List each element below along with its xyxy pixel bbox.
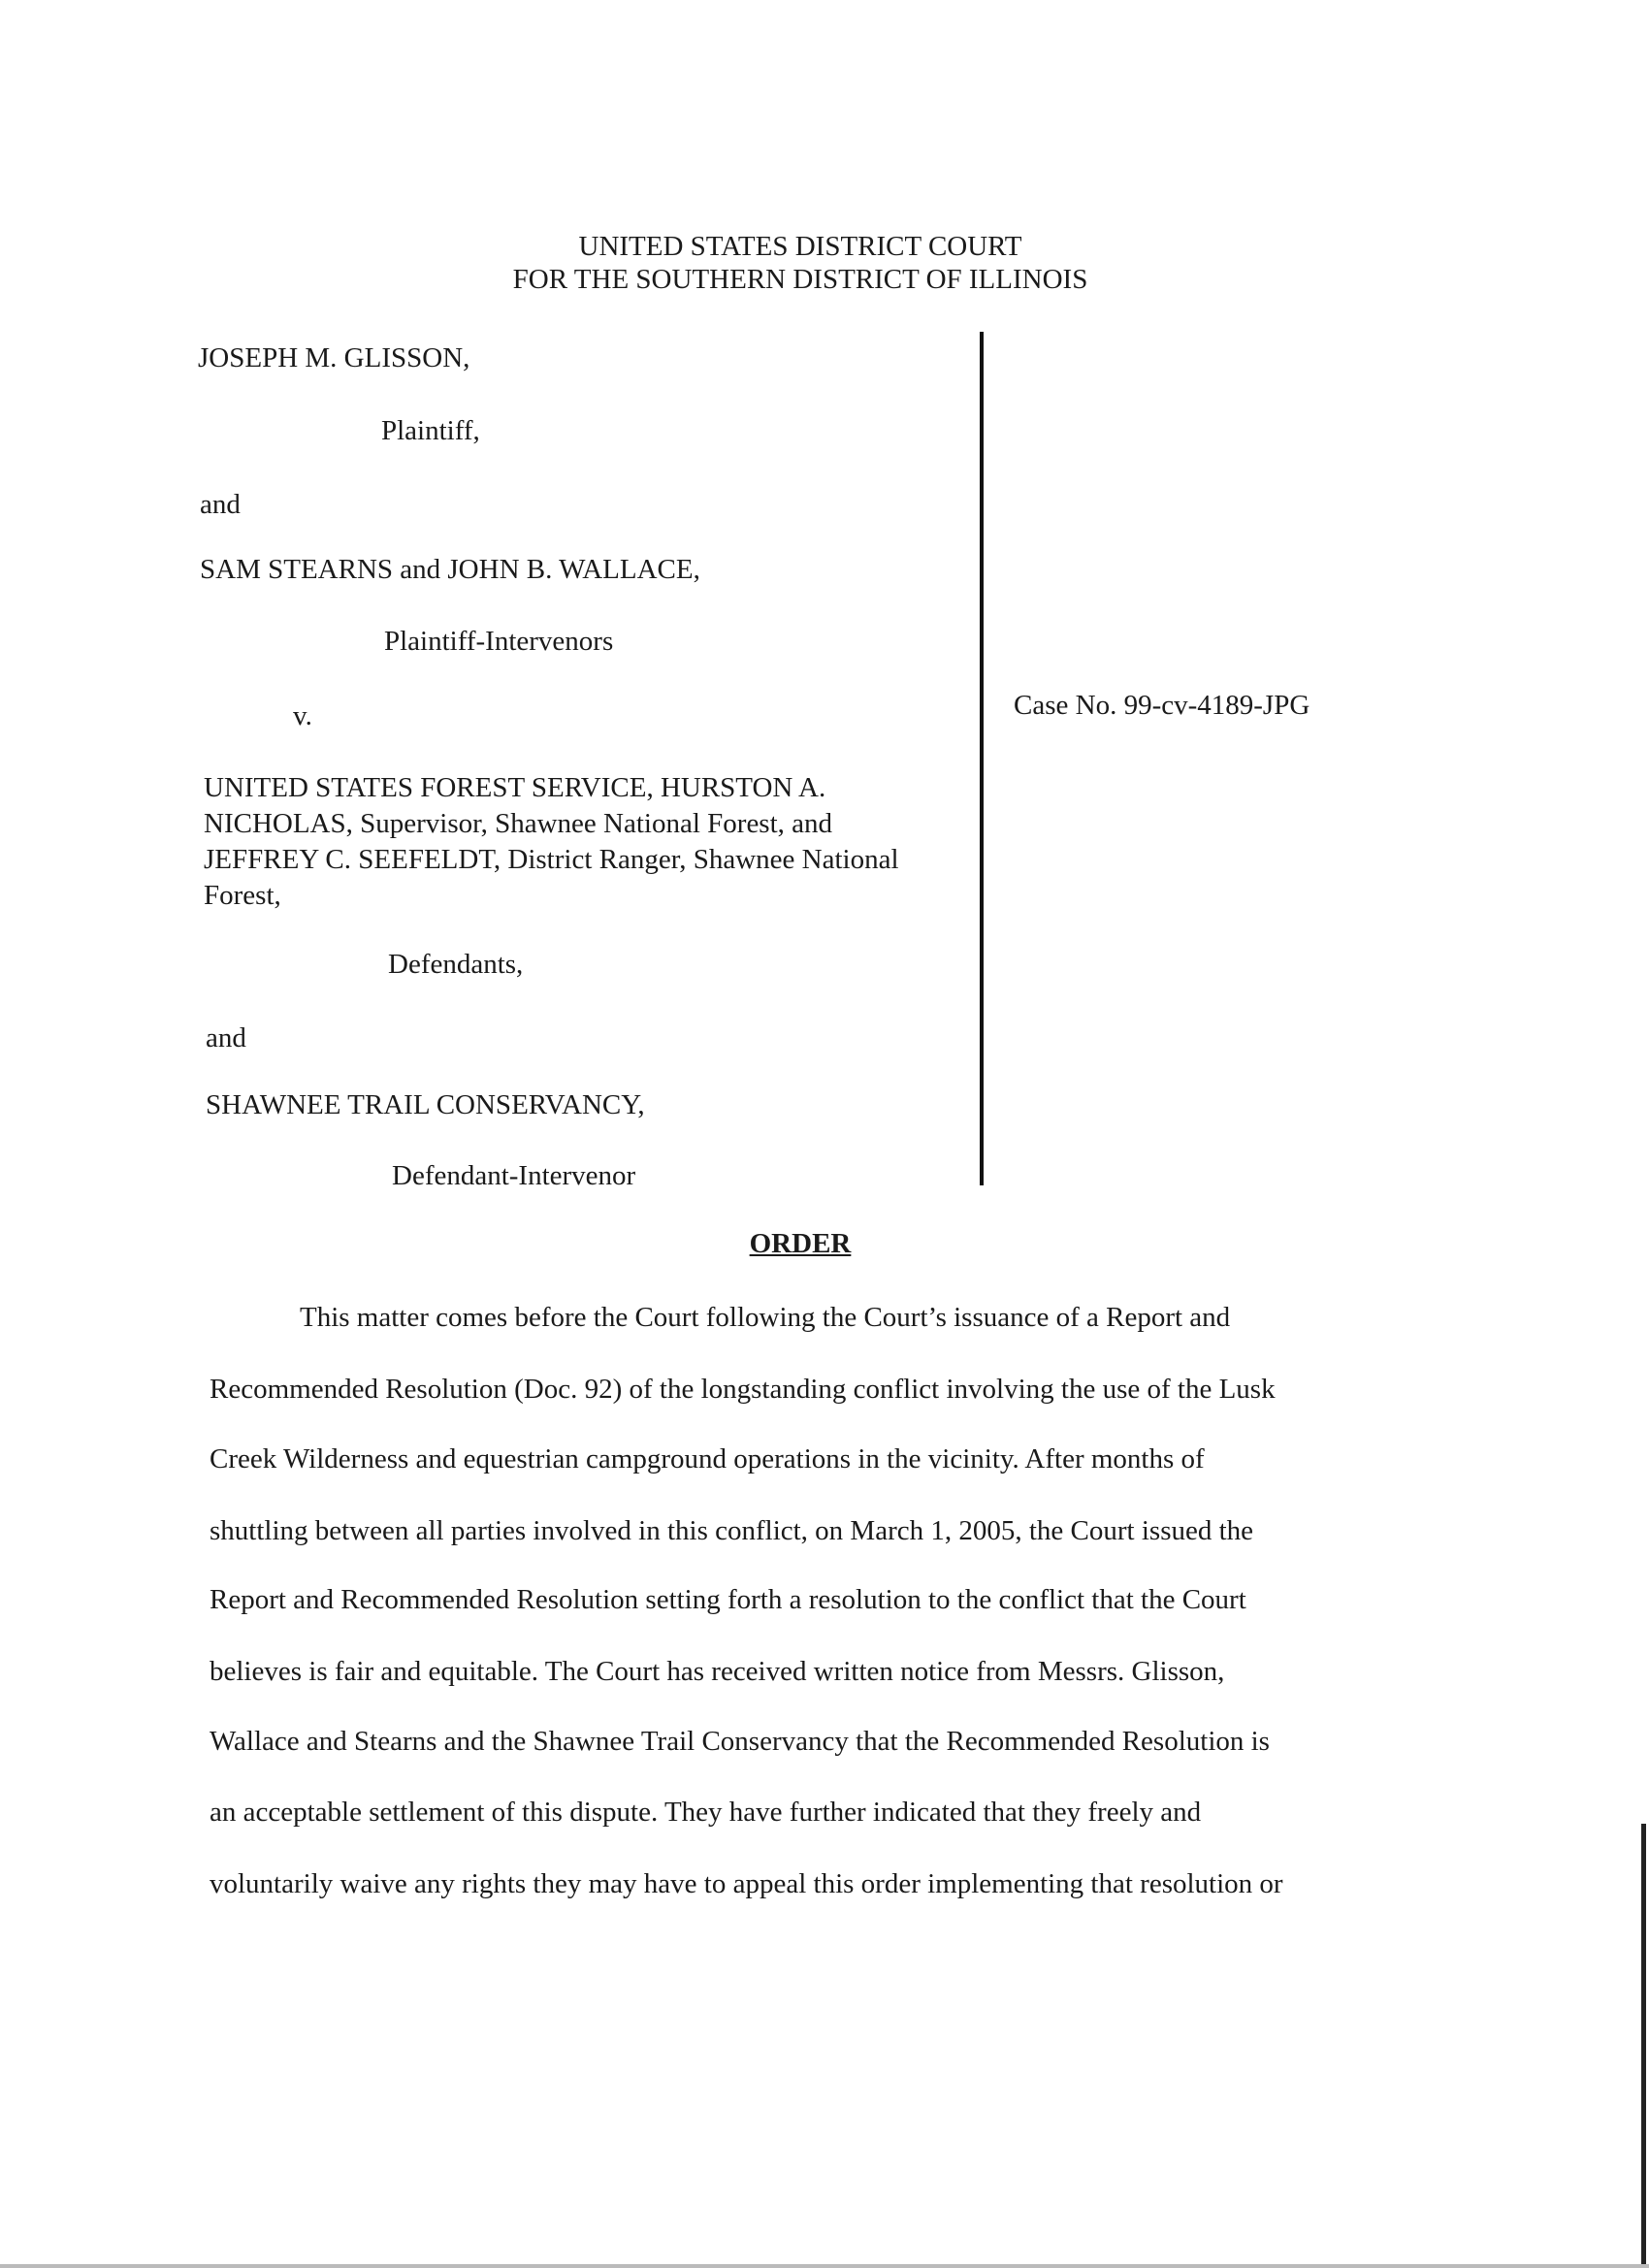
conjunction-and: and: [206, 1022, 246, 1053]
body-line: This matter comes before the Court following the Court’s issuance of a Report and: [300, 1302, 1231, 1333]
body-line: shuttling between all parties involved in this conflict, on March 1, 2005, the Court issued the: [210, 1515, 1254, 1546]
defendants-line: UNITED STATES FOREST SERVICE, HURSTON A.: [204, 772, 826, 803]
case-number: Case No. 99-cv-4189-JPG: [1014, 690, 1310, 721]
defendant-intervenor-role: Defendant-Intervenor: [392, 1160, 636, 1191]
defendants-line: Forest,: [204, 880, 281, 911]
plaintiff-role: Plaintiff,: [381, 415, 480, 446]
body-line: believes is fair and equitable. The Court has received written notice from Messrs. Glisson,: [210, 1656, 1225, 1687]
plaintiff-name: JOSEPH M. GLISSON,: [198, 342, 470, 373]
body-line: voluntarily waive any rights they may have to appeal this order implementing that resolution or: [210, 1868, 1283, 1899]
body-line: Report and Recommended Resolution setting forth a resolution to the conflict that the Court: [210, 1584, 1246, 1615]
court-district: FOR THE SOUTHERN DISTRICT OF ILLINOIS: [512, 264, 1088, 295]
body-line: Recommended Resolution (Doc. 92) of the longstanding conflict involving the use of the Lusk: [210, 1374, 1276, 1405]
body-line: Creek Wilderness and equestrian campground operations in the vicinity. After months of: [210, 1443, 1205, 1474]
defendant-intervenor-name: SHAWNEE TRAIL CONSERVANCY,: [206, 1089, 645, 1120]
conjunction-and: and: [200, 489, 241, 520]
body-line: Wallace and Stearns and the Shawnee Trail Conservancy that the Recommended Resolution is: [210, 1726, 1270, 1757]
plaintiff-intervenor-names: SAM STEARNS and JOHN B. WALLACE,: [200, 554, 700, 585]
court-name: UNITED STATES DISTRICT COURT: [578, 231, 1022, 262]
versus: v.: [293, 700, 312, 731]
order-title: ORDER: [749, 1228, 852, 1259]
body-line: an acceptable settlement of this dispute. They have further indicated that they freely and: [210, 1797, 1202, 1828]
scan-edge: [0, 2264, 1649, 2268]
defendants-line: NICHOLAS, Supervisor, Shawnee National Forest, and: [204, 808, 833, 839]
defendants-line: JEFFREY C. SEEFELDT, District Ranger, Shawnee National: [204, 844, 899, 875]
plaintiff-intervenor-role: Plaintiff-Intervenors: [384, 626, 614, 657]
scan-edge: [1641, 1824, 1646, 2268]
defendants-role: Defendants,: [388, 949, 524, 980]
caption-divider: [980, 332, 984, 1185]
